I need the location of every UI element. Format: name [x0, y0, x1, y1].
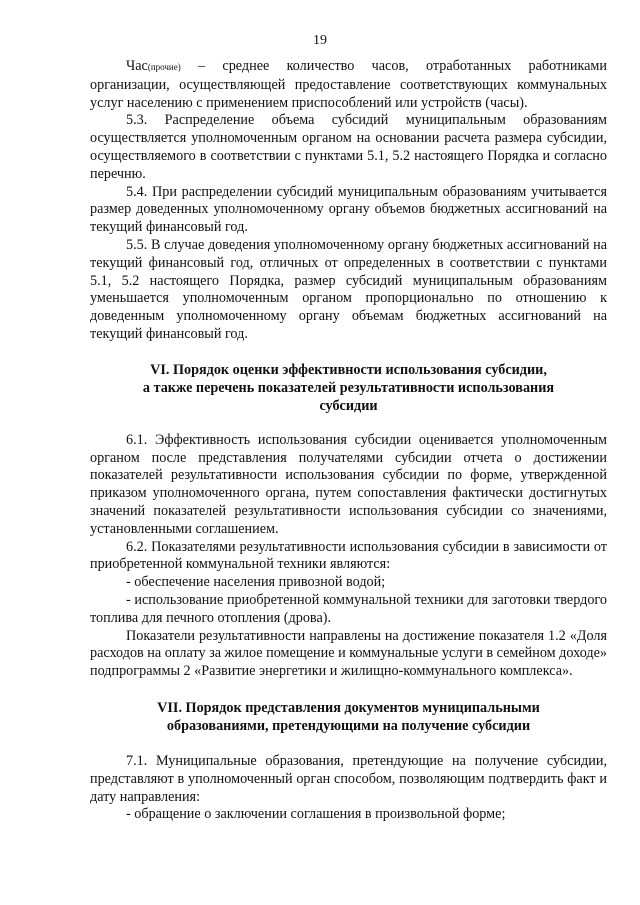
hours-subscript: (прочие) [147, 62, 181, 72]
document-body [90, 58, 607, 824]
section-vi-heading-line-1: VI. Порядок оценки эффективности использования субсидии, [150, 361, 547, 378]
paragraph-hours-definition [90, 58, 607, 112]
paragraph-5-5: 5.5. В случае доведения уполномоченному органу бюджетных ассигнований на текущий финансовый год, отличных от определенных в соответствии с пунктами 5.1, 5.2 настоящего Порядка, размер субсидий муниципальным образованиям уменьшается уполномоченным органом пропорционально по отношению к доведенным уполномоченному органу объемам бюджетных ассигнований на текущий финансовый год. [90, 236, 607, 342]
section-vi-heading-line-2: а также перечень показателей результативности использования [142, 379, 555, 396]
section-vii-heading-line-2: образованиями, претендующими на получение субсидии [166, 717, 531, 734]
paragraph-5-4: 5.4. При распределении субсидий муниципальным образованиям учитывается размер доведенных уполномоченному органу объемов бюджетных ассигнований на текущий финансовый год. [90, 183, 607, 236]
list-item-solid-fuel: - использование приобретенной коммунальной техники для заготовки твердого топлива для печного отопления (дрова). [90, 591, 607, 626]
paragraph-7-1: 7.1. Муниципальные образования, претендующие на получение субсидии, представляют в уполномоченный орган способом, позволяющим подтвердить факт и дату направления: [90, 752, 607, 805]
paragraph-indicators: Показатели результативности направлены на достижение показателя 1.2 «Доля расходов на оплату за жилое помещение и коммунальные услуги в семейном доходе» подпрограммы 2 «Развитие энергетики и жилищно-коммунального комплекса». [90, 627, 607, 680]
section-vi-heading [90, 361, 607, 415]
section-vii-heading-line-1: VII. Порядок представления документов муниципальными [157, 699, 540, 716]
paragraph-6-1: 6.1. Эффективность использования субсидии оценивается уполномоченным органом после представления получателями субсидии отчета о достижении показателей результативности использования субсидии по форме, утвержденной приказом уполномоченного органа, путем сопоставления фактически достигнутых значений показателей результативности использования субсидии со значениями, установленными соглашением. [90, 431, 607, 537]
list-item-water-supply: - обеспечение населения привозной водой; [126, 574, 386, 591]
section-vi-heading-line-3: субсидии [319, 397, 378, 414]
paragraph-5-3: 5.3. Распределение объема субсидий муниципальным образованиям осуществляется уполномоченным органом на основании расчета размера субсидии, осуществляемого в соответствии с пунктами 5.1, 5.2 настоящего Порядка и согласно перечню. [90, 112, 607, 182]
page-number: 19 [313, 33, 327, 48]
hours-term: Час [126, 58, 148, 74]
paragraph-6-2: 6.2. Показателями результативности использования субсидии в зависимости от приобретенной коммунальной техники являются: [90, 538, 607, 573]
section-vii-heading [90, 699, 607, 735]
hours-definition-text: – среднее количество часов, отработанных работниками организации, осуществляющей предоставление соответствующих коммунальных услуг населению с применением приспособлений или устройств (часы). [90, 58, 607, 111]
list-item-agreement-request: - обращение о заключении соглашения в произвольной форме; [126, 806, 506, 823]
